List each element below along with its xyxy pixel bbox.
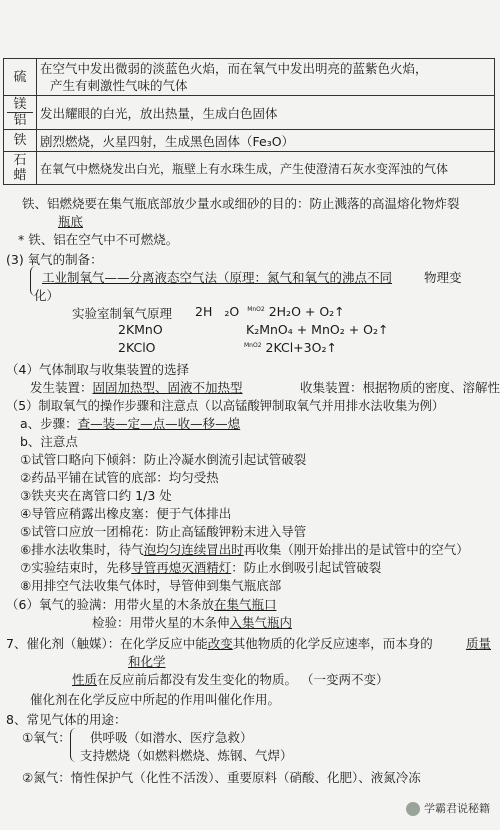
- catalyst-label: MnO2: [247, 305, 265, 313]
- description-line: 产生有刺激性气味的气体: [50, 78, 188, 93]
- catalyst-part: 7、催化剂（触媒）：在化学反应中能: [6, 636, 208, 651]
- note-line: 瓶底: [58, 214, 84, 229]
- note-part: ⑦实验结束时，先移: [20, 560, 132, 575]
- equation-1: [195, 304, 345, 319]
- note-part-underlined: 导管再熄灭酒精灯: [131, 560, 232, 575]
- apparatus-label: 发生装置：: [30, 380, 93, 395]
- test-part-underlined: 入集气瓶内: [229, 615, 293, 630]
- table-row: [4, 96, 495, 130]
- note-item: [20, 540, 469, 558]
- catalyst-part: 其他物质的化学反应速率，而本身的: [232, 636, 433, 651]
- section-title: （4）气体制取与收集装置的选择: [6, 362, 189, 377]
- eq-product: 2H₂O + O₂↑: [268, 304, 345, 319]
- equation-3-right: [244, 340, 337, 355]
- oxygen-test-line: [6, 595, 276, 613]
- table-row: [4, 130, 495, 152]
- test-part: 检验：用带火星的木条伸: [92, 615, 230, 630]
- note-item: ⑤试管口应放一团棉花：防止高锰酸钾粉末进入导管: [20, 524, 307, 539]
- collection-line: 收集装置：根据物质的密度、溶解性: [300, 380, 500, 395]
- note-item: ④导管应稍露出橡皮塞：便于气体排出: [20, 506, 232, 521]
- steps-sequence: 查—装—定—点—收—移—熄: [77, 416, 241, 431]
- industrial-method-end: 化）: [34, 288, 60, 303]
- watermark-text: 学霸君说秘籍: [424, 802, 490, 815]
- note-part-underlined: 泡均匀连续冒出时: [143, 542, 244, 557]
- eq-product: 2KCl+3O₂↑: [265, 340, 337, 355]
- table-row: [4, 152, 495, 185]
- steps-label: a、步骤：: [20, 416, 78, 431]
- wechat-icon: [406, 802, 420, 816]
- oxygen-inspect-line: [92, 613, 292, 631]
- combustion-table: [3, 58, 495, 185]
- oxygen-label: ①氧气：: [22, 730, 71, 745]
- description-line: 在空气中发出微弱的淡蓝色火焰，而在氧气中发出明亮的蓝紫色火焰，: [40, 61, 428, 76]
- description-cell: 发出耀眼的白光，放出热量，生成白色固体: [37, 96, 495, 130]
- test-part-underlined: 在集气瓶口: [213, 597, 277, 612]
- note-item: [20, 558, 381, 576]
- eq-reactant-sub: ₂O: [224, 304, 240, 319]
- note-part: ⑥排水法收集时，待气: [20, 542, 144, 557]
- description-cell: 在氧气中燃烧发出白光，瓶壁上有水珠生成，产生使澄清石灰水变浑浊的气体: [37, 152, 495, 185]
- note-part: ：防止水倒吸引起试管破裂: [231, 560, 382, 575]
- oxygen-use: 供呼吸（如潜水、医疗急救）: [90, 730, 253, 745]
- substance-cell: 硫: [4, 59, 37, 96]
- steps-line: [20, 414, 240, 432]
- substance-char: 铝: [13, 113, 27, 128]
- note-line: 铁、铝燃烧要在集气瓶底部放少量水或细砂的目的：防止溅落的高温熔化物炸裂: [22, 196, 460, 211]
- test-part: （6）氧气的验满：用带火星的木条放: [6, 597, 214, 612]
- equation-2-left: 2KMnO: [118, 322, 163, 337]
- oxygen-use: 支持燃烧（如燃料燃烧、炼钢、气焊）: [80, 748, 293, 763]
- industrial-method-cont: 物理变: [424, 270, 462, 285]
- note-item: ③铁夹夹在离管口约 1/3 处: [20, 488, 172, 503]
- substance-char: 镁: [7, 97, 33, 113]
- section-title: （5）制取氧气的操作步骤和注意点（以高锰酸钾制取氧气并用排水法收集为例）: [6, 399, 445, 413]
- note-line: * 铁、铝在空气中不可燃烧。: [18, 232, 179, 247]
- catalyst-label: MnO2: [244, 341, 262, 349]
- nitrogen-uses: ②氮气：惰性保护气（化性不活泼）、重要原料（硝酸、化肥）、液氮冷冻: [22, 770, 421, 785]
- note-item: ①试管口略向下倾斜：防止冷凝水倒流引起试管破裂: [20, 452, 307, 467]
- apparatus-types: 固固加热型、固液不加热型: [92, 380, 243, 395]
- catalyst-chem: 和化学: [128, 654, 166, 669]
- section-title: 8、常见气体的用途：: [6, 712, 127, 727]
- eq-reactant: 2H: [195, 304, 213, 319]
- substance-cell: 铁: [4, 130, 37, 152]
- substance-char: 石: [13, 153, 27, 168]
- catalyst-line-2: [72, 670, 389, 688]
- substance-cell: [4, 152, 37, 185]
- equation-3-left: 2KClO: [118, 340, 156, 355]
- description-cell: [37, 59, 495, 96]
- apparatus-line: [30, 378, 243, 396]
- brace-left: [70, 728, 79, 762]
- note-item: ⑧用排空气法收集气体时，导管伸到集气瓶底部: [20, 578, 282, 593]
- section-title: (3) 氧气的制备：: [6, 252, 103, 267]
- lab-principle: 实验室制氧气原理: [72, 306, 173, 321]
- catalyst-mass: 质量: [466, 636, 492, 651]
- catalyst-line: [6, 634, 433, 652]
- catalyst-part-underlined: 改变: [207, 636, 233, 651]
- table-row: [4, 59, 495, 96]
- catalyst-part-underlined: 性质: [72, 672, 98, 687]
- note-item: ②药品平铺在试管的底部：均匀受热: [20, 470, 219, 485]
- substance-char: 蜡: [13, 168, 27, 183]
- notes-label: b、注意点: [20, 434, 78, 449]
- catalyst-part: 在反应前后都没有发生变化的物质。 （一变两不变）: [97, 672, 389, 687]
- catalyst-effect: 催化剂在化学反应中所起的作用叫催化作用。: [30, 692, 281, 707]
- equation-2-right: K₂MnO₄ + MnO₂ + O₂↑: [246, 322, 389, 337]
- substance-cell: [4, 96, 37, 130]
- watermark: [406, 800, 490, 816]
- industrial-method: 工业制氧气——分离液态空气法（原理：氮气和氧气的沸点不同: [42, 270, 393, 285]
- description-cell: 剧烈燃烧，火星四射，生成黑色固体（Fe₃O）: [37, 130, 495, 152]
- note-part: 再收集（刚开始排出的是试管中的空气）: [243, 542, 469, 557]
